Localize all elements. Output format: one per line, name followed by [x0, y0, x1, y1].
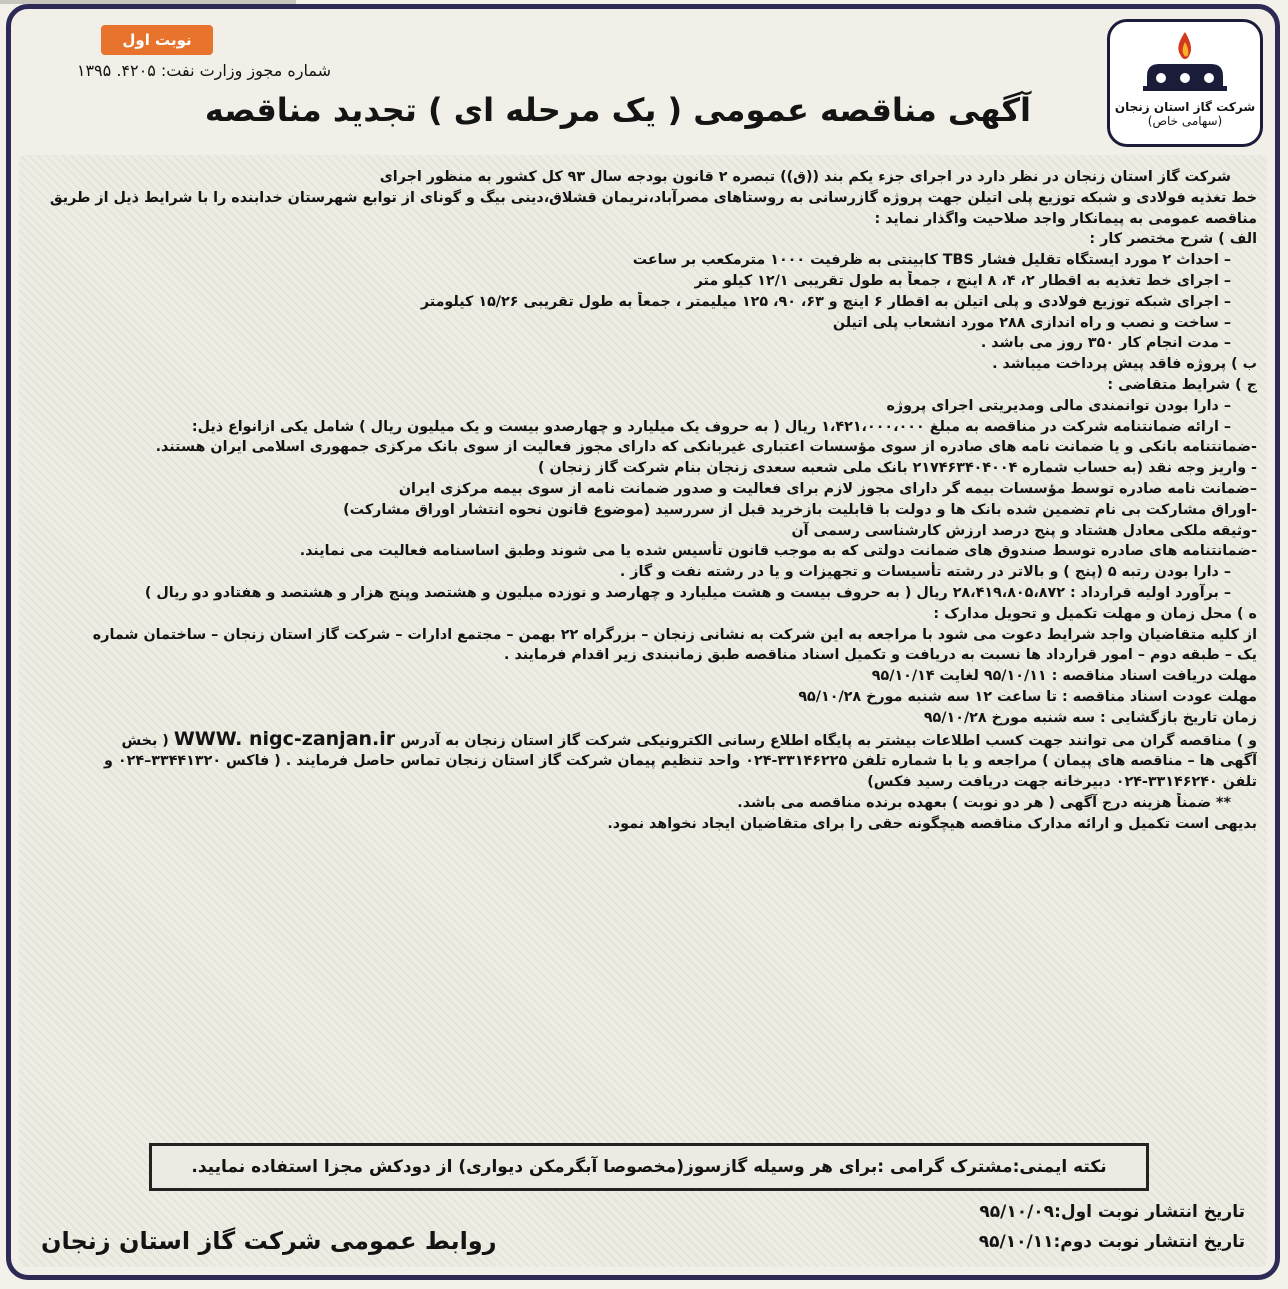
intro-line: مناقصه عمومی به پیمانکار واجد صلاحیت واگذار نماید :	[874, 210, 1257, 227]
section-b: ب ) پروژه فاقد پیش پرداخت میباشد .	[992, 356, 1257, 373]
contact-line: آگهی ها – مناقصه های پیمان ) مراجعه و یا با شماره تلفن ۳۳۱۴۶۲۲۵-۰۲۴ واحد تنظیم پیمان شرکت گاز استان زنجان تماس حاصل فرمایند . ( فاکس ۳۳۴۴۱۳۲۰–۰۲۴ و	[104, 753, 1257, 770]
work-item: – اجرای خط تغذیه به اقطار ۲، ۴، ۸ اینچ ، جمعاً به طول تقریبی ۱۲/۱ کیلو متر	[29, 271, 1257, 292]
tender-advertisement	[6, 4, 1280, 1280]
schedule-line: زمان تاریخ بازگشایی : سه شنبه مورخ ۹۵/۱۰/۲۸	[923, 709, 1257, 726]
contact-text: و ) مناقصه گران می توانند جهت کسب اطلاعات بیشتر به پایگاه اطلاع رسانی الکترونیکی شرکت گاز استان زنجان به آدرس	[400, 732, 1257, 749]
guarantee-option: - واریز وجه نقد (به حساب شماره ۲۱۷۴۶۳۴۰۴۰۰۴ بانک ملی شعبه سعدی زنجان بنام شرکت گاز زنجان )	[537, 460, 1257, 477]
submission-line: یک – طبقه دوم – امور قرارداد ها نسبت به دریافت و تکمیل اسناد مناقصه طبق زمانبندی زیر اقدام فرمایند .	[504, 647, 1257, 664]
schedule-line: مهلت دریافت اسناد مناقصه : ۹۵/۱۰/۱۱ لغایت ۹۵/۱۰/۱۴	[871, 668, 1257, 685]
company-name: شرکت گاز استان زنجان	[1114, 100, 1256, 114]
permit-number: شماره مجوز وزارت نفت: ۴۲۰۵. ۱۳۹۵	[76, 61, 331, 80]
safety-notice: نکته ایمنی:مشترک گرامی :برای هر وسیله گازسوز(مخصوصا آبگرمکن دیواری) از دودکش مجزا استفاده نمایید.	[149, 1143, 1149, 1191]
requirement-item: – دارا بودن توانمندی مالی ومدیریتی اجرای پروژه	[29, 396, 1257, 417]
contact-text: ( بخش	[121, 732, 169, 749]
guarantee-option: -ضمانتنامه بانکی و یا ضمانت نامه های صادره از سوی مؤسسات اعتباری غیربانکی که دارای مجوز فعالیت از سوی بانک مرکزی جمهوری اسلامی ایران هستند.	[155, 439, 1257, 456]
website-link[interactable]: WWW. nigc-zanjan.ir	[173, 728, 396, 750]
work-item: – ساخت و نصب و راه اندازی ۲۸۸ مورد انشعاب پلی اتیلن	[29, 313, 1257, 334]
requirement-item: – دارا بودن رتبه ۵ (پنج ) و بالاتر در رشته تأسیسات و تجهیزات و یا در رشته نفت و گاز .	[29, 562, 1257, 583]
header	[11, 9, 1275, 155]
first-publication-date: تاریخ انتشار نوبت اول:۹۵/۱۰/۰۹	[979, 1202, 1245, 1222]
disclaimer: بدیهی است تکمیل و ارائه مدارک مناقصه هیچگونه حقی را برای متقاضیان ایجاد نخواهد نمود.	[607, 815, 1257, 832]
guarantee-option: –ضمانت نامه صادره توسط مؤسسات بیمه گر دارای مجوز لازم برای فعالیت و صدور ضمانت نامه از سوی بیمه مرکزی ایران	[398, 480, 1257, 497]
submission-line: از کلیه متقاضیان واجد شرایط دعوت می شود با مراجعه به این شرکت به نشانی زنجان – بزرگراه ۲۲ بهمن – مجتمع ادارات – شرکت گاز استان زنجان – ساختمان شماره	[92, 626, 1257, 643]
intro-line: شرکت گاز استان زنجان در نظر دارد در اجرای جزء یکم بند ((ق)) تبصره ۲ قانون بودجه سال ۹۳ کل کشور به منظور اجرای	[379, 169, 1231, 185]
schedule-line: مهلت عودت اسناد مناقصه : تا ساعت ۱۲ سه شنبه مورخ ۹۵/۱۰/۲۸	[798, 688, 1257, 705]
work-item: – اجرای شبکه توزیع فولادی و پلی اتیلن به اقطار ۶ اینچ و ۶۳، ۹۰، ۱۲۵ میلیمتر ، جمعاً به طول تقریبی ۱۵/۲۶ کیلومتر	[29, 292, 1257, 313]
company-logo	[1107, 19, 1263, 147]
page-title: آگهی مناقصه عمومی ( یک مرحله ای ) تجدید مناقصه	[204, 91, 1031, 129]
company-type: (سهامی خاص)	[1147, 114, 1223, 128]
round-badge: نوبت اول	[101, 25, 213, 55]
requirement-item: – ارائه ضمانتنامه شرکت در مناقصه به مبلغ ۱،۴۲۱،۰۰۰،۰۰۰ ریال ( به حروف یک میلیارد و چهارصدو بیست و یک میلیون ریال ) شامل یکی ازانواع ذیل:	[29, 417, 1257, 438]
public-relations-signature: روابط عمومی شرکت گاز استان زنجان	[41, 1227, 497, 1255]
guarantee-option: -وثیقه ملکی معادل هشتاد و پنج درصد ارزش کارشناسی رسمی آن	[791, 522, 1257, 539]
publication-dates	[979, 1197, 1245, 1257]
gas-flame-icon	[1137, 28, 1233, 98]
work-item: – احداث ۲ مورد ایستگاه تقلیل فشار TBS کابینتی به ظرفیت ۱۰۰۰ مترمکعب بر ساعت	[29, 250, 1257, 271]
requirement-item: – برآورد اولیه قرارداد : ۲۸،۴۱۹،۸۰۵،۸۷۲ ریال ( به حروف بیست و هشت میلیارد و چهارصد و نوزده میلیون و هشتصد وپنج هزار و هشتصد و هفتادو دو ریال )	[29, 583, 1257, 604]
guarantee-option: -اوراق مشارکت بی نام تضمین شده بانک ها و دولت با قابلیت بازخرید قبل از سررسید (موضوع قانون نحوه انتشار اوراق مشارکت)	[343, 501, 1257, 518]
guarantee-option: -ضمانتنامه های صادره توسط صندوق های ضمانت دولتی که به موجب قانون تأسیس شده یا می شوند وطبق اساسنامه فعالیت می نمایند.	[299, 543, 1257, 560]
section-c-title: ج ) شرایط متقاضی :	[1107, 376, 1257, 393]
work-item: – مدت انجام کار ۳۵۰ روز می باشد .	[29, 333, 1257, 354]
contact-line	[29, 729, 1257, 752]
cost-note: ** ضمناً هزینه درج آگهی ( هر دو نوبت ) بعهده برنده مناقصه می باشد.	[737, 794, 1231, 811]
contact-line: تلفن ۳۳۱۴۶۲۴۰-۰۲۴ دبیرخانه جهت دریافت رسید فکس)	[867, 774, 1257, 791]
advertisement-body	[29, 167, 1257, 835]
section-a-title: الف ) شرح مختصر کار :	[1089, 231, 1257, 248]
intro-line: خط تغذیه فولادی و شبکه توزیع پلی اتیلن جهت پروژه گازرسانی به روستاهای مصرآباد،نریمان قشلاق،دینی بیگ و گونای از توابع شهرستان خدابنده را با شرایط ذیل از طریق	[49, 189, 1257, 206]
second-publication-date: تاریخ انتشار نوبت دوم:۹۵/۱۰/۱۱	[978, 1232, 1245, 1252]
section-d-title: ه ) محل زمان و مهلت تکمیل و تحویل مدارک :	[933, 605, 1257, 622]
